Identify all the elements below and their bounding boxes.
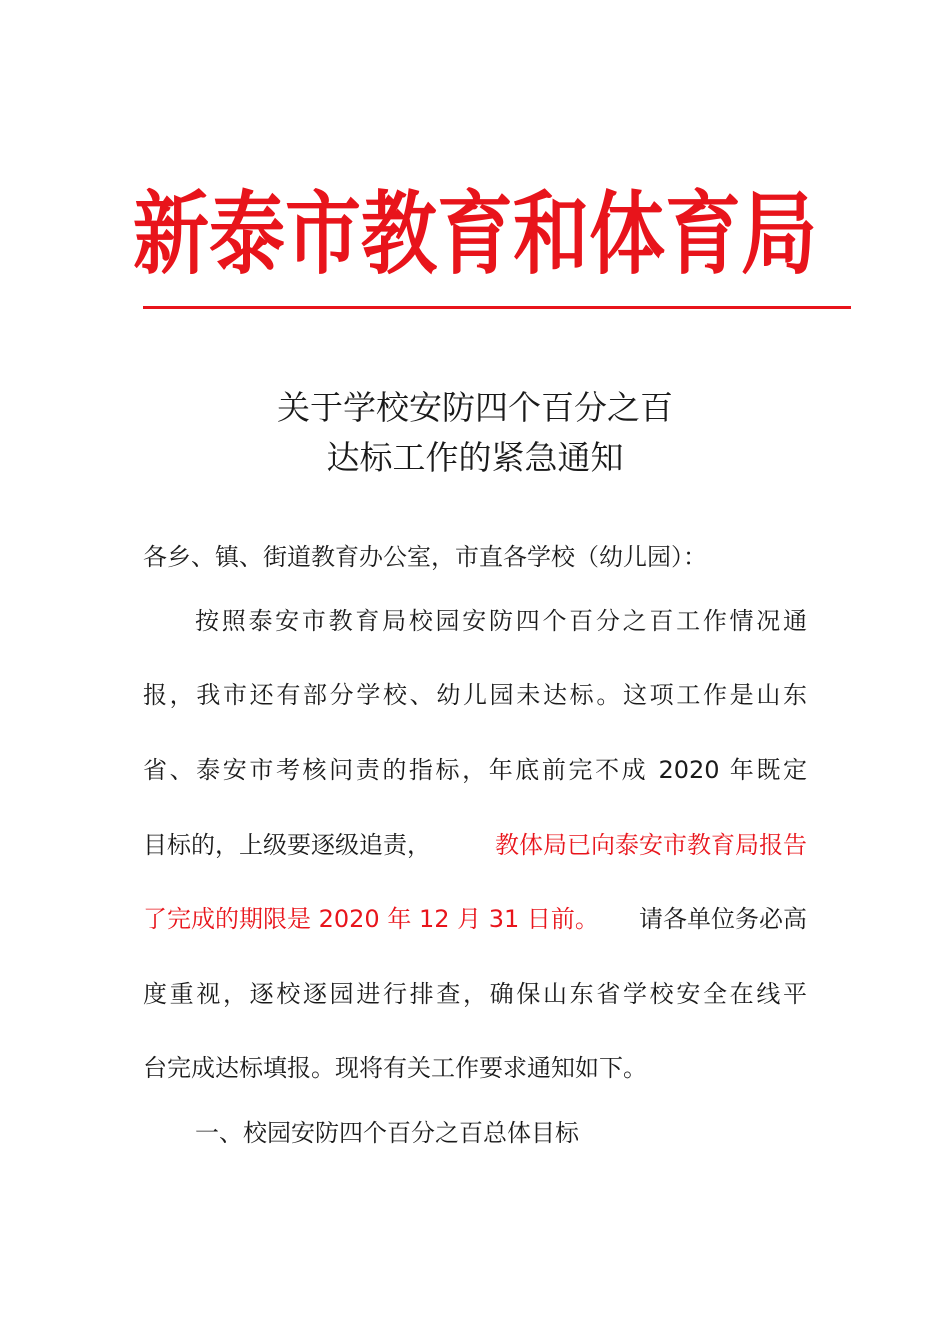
highlighted-deadline-text-b: 了完成的期限是 2020 年 12 月 31 日前。 <box>143 905 599 933</box>
paragraph-1-line-6: 度重视，逐校逐园进行排查，确保山东省学校安全在线平 <box>143 980 807 1008</box>
paragraph-1-line-7: 台完成达标填报。现将有关工作要求通知如下。 <box>143 1054 647 1082</box>
document-title-line-2: 达标工作的紧急通知 <box>326 438 624 477</box>
org-header-title: 新泰市教育和体育局 <box>133 180 817 286</box>
paragraph-1-line-4 <box>143 830 807 860</box>
paragraph-1-line-1: 按照泰安市教育局校园安防四个百分之百工作情况通 <box>195 607 807 635</box>
salutation: 各乡、镇、街道教育办公室，市直各学校（幼儿园）： <box>143 543 707 571</box>
document-title-line-1: 关于学校安防四个百分之百 <box>277 388 673 427</box>
paragraph-1-line-2: 报，我市还有部分学校、幼儿园未达标。这项工作是山东 <box>143 681 807 709</box>
highlighted-deadline-text-a: 教体局已向泰安市教育局报告 <box>495 831 807 859</box>
paragraph-1-line-5-black: 请各单位务必高 <box>639 905 807 933</box>
section-1-heading: 一、校园安防四个百分之百总体目标 <box>195 1119 579 1147</box>
paragraph-1-line-3: 省、泰安市考核问责的指标，年底前完不成 2020 年既定 <box>143 756 807 784</box>
paragraph-1-line-4-black: 目标的，上级要逐级追责， <box>143 831 431 859</box>
paragraph-1-line-5 <box>143 904 807 934</box>
header-red-rule <box>143 306 851 309</box>
